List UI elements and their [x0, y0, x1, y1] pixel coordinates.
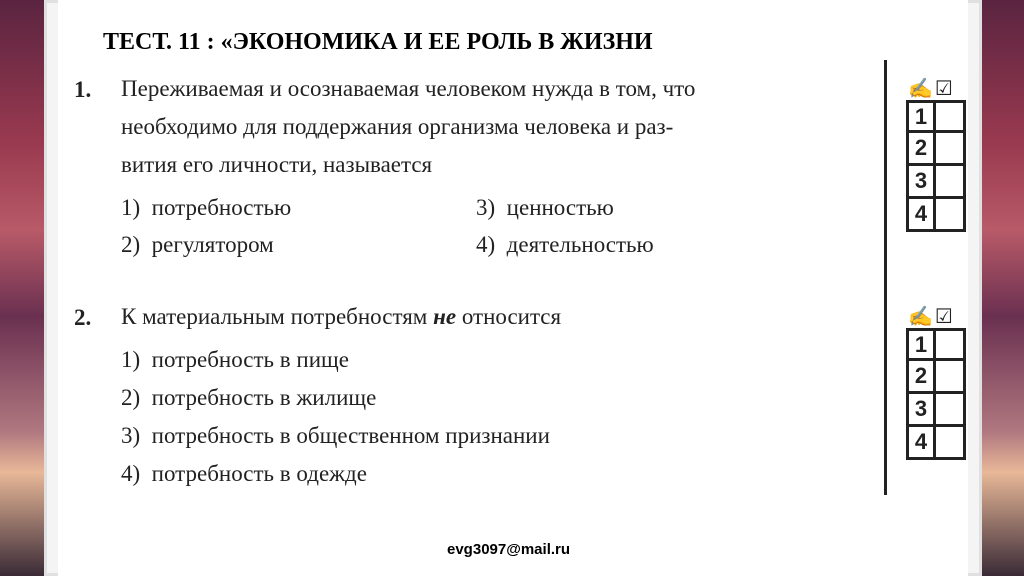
question-2-option-1[interactable] — [121, 341, 349, 379]
question-2-text — [121, 298, 561, 336]
answer-row — [906, 427, 966, 460]
question-1-text — [121, 70, 695, 184]
question-2-text-after: относится — [456, 304, 562, 329]
answer-box[interactable] — [936, 394, 966, 427]
answer-number: 1 — [906, 100, 936, 133]
option-text: потребность в пище — [151, 347, 349, 372]
option-number: 4) — [121, 461, 141, 486]
answer-divider — [884, 60, 887, 495]
answer-row — [906, 133, 966, 166]
option-number: 3) — [121, 423, 141, 448]
answer-box[interactable] — [936, 427, 966, 460]
answer-grid-2 — [906, 306, 966, 460]
page-title: ТЕСТ. 11 : «ЭКОНОМИКА И ЕЕ РОЛЬ В ЖИЗНИ — [103, 29, 653, 55]
question-2-option-3[interactable] — [121, 417, 550, 455]
option-text: потребность в общественном признании — [151, 423, 550, 448]
option-text: потребность в жилище — [151, 385, 377, 410]
answer-number: 1 — [906, 328, 936, 361]
answer-grid-header — [908, 78, 966, 100]
answer-box[interactable] — [936, 133, 966, 166]
option-text: регулятором — [151, 232, 274, 257]
answer-row — [906, 328, 966, 361]
option-number: 3) — [476, 195, 496, 220]
question-1-line-2: необходимо для поддержания организма человека и раз- — [121, 114, 674, 139]
question-2-number: 2. — [74, 305, 92, 330]
question-2-option-4[interactable] — [121, 455, 367, 493]
answer-row — [906, 199, 966, 232]
answer-number: 4 — [906, 427, 936, 460]
pencil-icon: ✍ — [908, 306, 933, 328]
checkbox-icon: ☑ — [934, 306, 953, 328]
answer-box[interactable] — [936, 166, 966, 199]
background-right — [982, 0, 1024, 576]
answer-box[interactable] — [936, 199, 966, 232]
option-number: 2) — [121, 385, 141, 410]
question-2-emphasis: не — [433, 304, 457, 329]
option-number: 1) — [121, 347, 141, 372]
answer-row — [906, 166, 966, 199]
answer-grid-1 — [906, 78, 966, 232]
answer-box[interactable] — [936, 361, 966, 394]
answer-grid-header — [908, 306, 966, 328]
question-1-number: 1. — [74, 77, 92, 102]
footer-email: evg3097@mail.ru — [447, 541, 571, 558]
question-1-option-2[interactable] — [121, 226, 274, 264]
checkbox-icon: ☑ — [934, 78, 953, 100]
answer-number: 2 — [906, 133, 936, 166]
option-text: потребность в одежде — [151, 461, 367, 486]
pencil-icon: ✍ — [908, 78, 933, 100]
option-text: ценностью — [506, 195, 614, 220]
option-text: деятельностью — [506, 232, 654, 257]
question-1-line-1: Переживаемая и осознаваемая человеком нужда в том, что — [121, 76, 696, 101]
answer-number: 3 — [906, 394, 936, 427]
answer-box[interactable] — [936, 100, 966, 133]
question-1-option-1[interactable] — [121, 189, 291, 227]
answer-row — [906, 361, 966, 394]
background-left — [0, 0, 44, 576]
answer-number: 2 — [906, 361, 936, 394]
option-number: 1) — [121, 195, 141, 220]
answer-number: 3 — [906, 166, 936, 199]
question-1-option-4[interactable] — [476, 226, 654, 264]
option-number: 2) — [121, 232, 141, 257]
option-number: 4) — [476, 232, 496, 257]
question-1-line-3: вития его личности, называется — [121, 152, 433, 177]
answer-box[interactable] — [936, 328, 966, 361]
question-2-option-2[interactable] — [121, 379, 376, 417]
question-2-text-before: К материальным потребностям — [121, 304, 434, 329]
option-text: потребностью — [151, 195, 292, 220]
answer-row — [906, 394, 966, 427]
answer-number: 4 — [906, 199, 936, 232]
question-1-option-3[interactable] — [476, 189, 614, 227]
answer-row — [906, 100, 966, 133]
